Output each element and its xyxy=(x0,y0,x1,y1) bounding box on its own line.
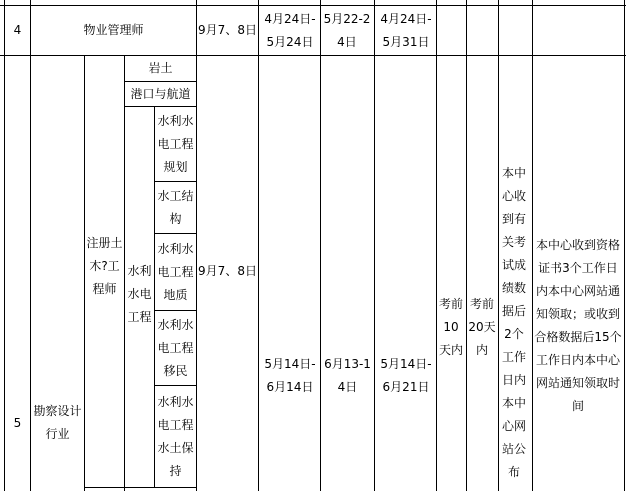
col-divider xyxy=(258,0,259,491)
row5-certificate-notice: 本中心收到资格证书3个工作日内本中心网站通知领取；或收到合格数据后15个工作日内本中心网站通知领取时间 xyxy=(534,237,622,413)
col-divider xyxy=(374,0,375,491)
row5-admission-ticket: 考前10天内 xyxy=(438,297,463,357)
row5-cert-type: 注册土木?工程师 xyxy=(86,235,123,296)
row4-review-period: 4月24日-5月31日 xyxy=(380,11,432,49)
row-divider xyxy=(84,487,196,488)
row5-sub-resettlement: 水利水电工程移民 xyxy=(157,317,194,378)
col-divider xyxy=(624,0,625,491)
row4-exam-date: 9月7、8日 xyxy=(198,23,257,37)
col-divider xyxy=(320,0,321,491)
row5-major-geotech: 岩土 xyxy=(148,61,173,75)
row4-payment-period: 5月22-24日 xyxy=(323,11,371,49)
row4-registration-period: 4月24日-5月24日 xyxy=(264,11,316,49)
col-divider xyxy=(466,0,467,491)
col-divider xyxy=(154,106,155,487)
col-divider xyxy=(436,0,437,491)
row5-exam-date: 9月7、8日 xyxy=(198,264,257,278)
row5-number: 5 xyxy=(13,415,22,430)
row5-sub-geology: 水利水电工程地质 xyxy=(157,241,194,302)
row5-sub-structure: 水工结构 xyxy=(157,188,194,226)
col-divider xyxy=(124,55,125,491)
row5-sub-planning: 水利水电工程规划 xyxy=(157,113,194,174)
row5-review-period: 5月14日-6月21日 xyxy=(380,357,432,394)
row5-sub-soil-conservation: 水利水电工程水土保持 xyxy=(157,394,194,478)
row4-category: 物业管理师 xyxy=(83,23,144,37)
row5-major-port: 港口与航道 xyxy=(130,86,191,101)
row4-number: 4 xyxy=(13,23,22,37)
col-divider xyxy=(498,0,499,491)
row5-major-hydro: 水利水电工程 xyxy=(127,263,152,324)
row5-score-release: 本中心收到有关考试成绩数据后2个工作日内本中心网站公布 xyxy=(501,166,526,479)
row5-industry: 勘察设计行业 xyxy=(33,404,82,441)
row5-ticket-notice: 考前20天内 xyxy=(468,297,496,357)
row5-payment-period: 6月13-14日 xyxy=(324,357,371,394)
col-divider xyxy=(532,0,533,491)
row5-registration-period: 5月14日-6月14日 xyxy=(264,357,316,394)
